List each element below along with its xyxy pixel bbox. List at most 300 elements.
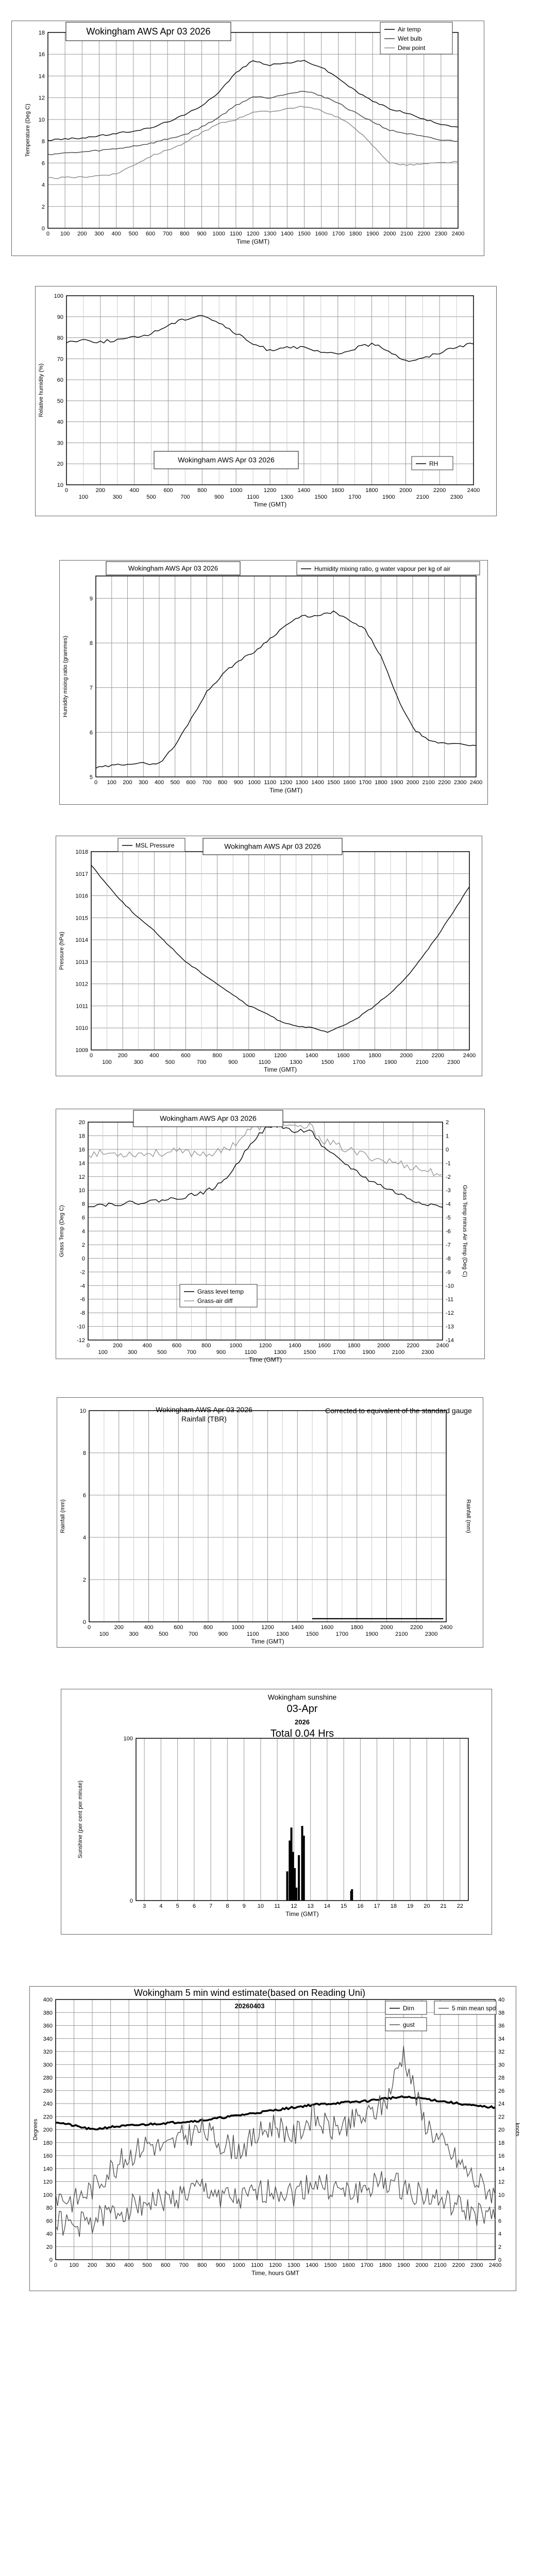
legend-label: Grass-air diff [197, 1297, 233, 1304]
chart-title: Wokingham AWS Apr 03 2026 [128, 564, 218, 572]
y-tick-label: 18 [38, 30, 45, 36]
y-tick-label: 1018 [75, 849, 88, 855]
y-tick-label: -4 [80, 1283, 85, 1290]
y-tick-label: 260 [43, 2088, 53, 2094]
x-tick-label: 2200 [417, 231, 430, 237]
x-tick-label: 1400 [297, 487, 311, 494]
x-tick-label: 2200 [407, 1343, 419, 1349]
y-tick-label-right: 26 [498, 2088, 505, 2094]
x-tick-label: 1200 [274, 1053, 287, 1059]
y-axis-label: Degrees [32, 2119, 39, 2141]
x-tick-label: 500 [159, 1631, 168, 1637]
x-tick-label: 900 [215, 2262, 226, 2268]
y-axis-label: Relative humidity (%) [38, 363, 44, 417]
x-tick-label: 19 [407, 1903, 414, 1909]
x-tick-label: 8 [226, 1903, 229, 1909]
y-tick-label-right: 30 [498, 2062, 505, 2069]
x-tick-label: 1800 [350, 1624, 363, 1631]
y-tick-label: -10 [77, 1324, 85, 1330]
y-tick-label-right: -1 [446, 1160, 451, 1167]
x-tick-label: 13 [307, 1903, 314, 1909]
chart-title: Wokingham AWS Apr 03 2026 [178, 455, 275, 464]
x-tick-label: 2000 [377, 1343, 390, 1349]
x-tick-label: 9 [242, 1903, 246, 1909]
mixing-ratio-chart [60, 561, 487, 804]
legend-label: 5 min mean spd [452, 2005, 496, 2012]
x-tick-label: 300 [112, 494, 122, 500]
x-tick-label: 400 [149, 1053, 159, 1059]
x-tick-label: 1000 [231, 1624, 244, 1631]
y-tick-label: 320 [43, 2049, 53, 2055]
x-tick-label: 2100 [416, 494, 429, 500]
sunshine-bar [303, 1836, 305, 1901]
x-tick-label: 1700 [335, 1631, 349, 1637]
x-tick-label: 2100 [434, 2262, 447, 2268]
x-tick-label: 2400 [451, 231, 465, 237]
y-tick-label: 6 [89, 730, 93, 736]
x-tick-label: 300 [106, 2262, 115, 2268]
y-tick-label: 1013 [75, 959, 88, 965]
y-tick-label-right: 4 [498, 2231, 502, 2238]
wind-chart [30, 1987, 520, 2291]
x-tick-label: 2200 [431, 1053, 445, 1059]
y-tick-label-right: 14 [498, 2166, 505, 2173]
x-tick-label: 800 [201, 1343, 211, 1349]
y-tick-label: 1009 [75, 1047, 88, 1054]
x-tick-label: 100 [107, 779, 116, 786]
x-tick-label: 1300 [290, 1059, 302, 1065]
x-tick-label: 2100 [392, 1349, 405, 1355]
sunshine-bar [295, 1888, 297, 1901]
x-tick-label: 5 [176, 1903, 179, 1909]
y-tick-label: 12 [78, 1174, 85, 1180]
x-tick-label: 14 [324, 1903, 330, 1909]
y-tick-label-right: 12 [498, 2179, 505, 2185]
x-tick-label: 500 [170, 779, 180, 786]
x-tick-label: 1200 [269, 2262, 282, 2268]
x-tick-label: 900 [233, 779, 243, 786]
y-tick-label: 0 [129, 1898, 133, 1904]
chart-title: Wokingham AWS Apr 03 2026 [160, 1114, 257, 1123]
x-tick-label: 1100 [251, 2262, 263, 2268]
x-tick-label: 17 [374, 1903, 380, 1909]
x-tick-label: 1000 [212, 231, 225, 237]
x-tick-label: 800 [203, 1624, 213, 1631]
x-tick-label: 800 [217, 779, 228, 786]
x-tick-label: 1500 [306, 1631, 319, 1637]
x-tick-label: 2300 [434, 231, 448, 237]
x-tick-label: 1900 [365, 1631, 378, 1637]
x-tick-label: 1300 [263, 231, 277, 237]
y-axis-label: Humidity mixing ratio (grammes) [62, 635, 69, 718]
y-tick-label-right: 8 [498, 2205, 502, 2211]
x-tick-label: 300 [127, 1349, 138, 1355]
y-tick-label: 340 [43, 2036, 53, 2042]
y-tick-label-right: 6 [498, 2218, 502, 2225]
sunshine-bar [286, 1871, 288, 1901]
x-tick-label: 400 [154, 779, 164, 786]
x-tick-label: 2100 [400, 231, 413, 237]
legend-label: MSL Pressure [136, 842, 175, 849]
rainfall-chart [57, 1398, 483, 1647]
humidity-chart-panel [35, 286, 497, 516]
x-tick-label: 700 [187, 1349, 196, 1355]
y-tick-label: 180 [43, 2140, 53, 2146]
y-axis-label: Rainfall (mm) [60, 1499, 66, 1533]
x-tick-label: 600 [172, 1343, 182, 1349]
x-tick-label: 600 [163, 487, 173, 494]
x-tick-label: 800 [212, 1053, 222, 1059]
pressure-chart-panel [56, 836, 482, 1076]
x-tick-label: 1700 [333, 1349, 346, 1355]
x-tick-label: 16 [357, 1903, 364, 1909]
y-tick-label: 0 [41, 226, 45, 232]
x-tick-label: 1100 [264, 779, 277, 786]
y-tick-label-right: 10 [498, 2192, 505, 2198]
x-tick-label: 2400 [467, 487, 480, 494]
y-tick-label: 14 [38, 73, 45, 80]
wind-chart-panel [29, 1986, 520, 2291]
y-tick-label-right: 40 [498, 1997, 505, 2003]
y-tick-label-right: -13 [446, 1324, 454, 1330]
x-axis-label: Time (GMT) [269, 787, 303, 794]
x-tick-label: 300 [94, 231, 104, 237]
y-tick-label: 1015 [75, 915, 88, 922]
y-tick-label-right: 0 [446, 1146, 449, 1153]
chart-title: Wokingham AWS Apr 03 2026 [86, 26, 211, 37]
y-tick-label-right: -11 [446, 1296, 454, 1303]
x-tick-label: 1200 [279, 779, 293, 786]
x-tick-label: 200 [77, 231, 87, 237]
y-tick-label-right: 34 [498, 2036, 505, 2042]
x-tick-label: 100 [60, 231, 70, 237]
x-tick-label: 1700 [360, 2262, 374, 2268]
x-tick-label: 1400 [281, 231, 294, 237]
x-tick-label: 1100 [246, 1631, 259, 1637]
y-tick-label: 40 [46, 2231, 53, 2238]
y-tick-label: 40 [57, 419, 63, 426]
x-tick-label: 500 [142, 2262, 152, 2268]
x-tick-label: 100 [69, 2262, 79, 2268]
y-tick-label-right: 36 [498, 2023, 505, 2029]
x-tick-label: 1800 [375, 779, 387, 786]
x-tick-label: 1100 [247, 494, 259, 500]
x-tick-label: 0 [64, 487, 69, 494]
x-tick-label: 1500 [321, 1059, 334, 1065]
y-tick-label: 1010 [75, 1025, 88, 1032]
y-axis-label-right: knots [514, 2123, 520, 2137]
y-tick-label-right: -7 [446, 1242, 451, 1248]
y-tick-label: 280 [43, 2075, 53, 2081]
y-tick-label-right: -9 [446, 1269, 451, 1276]
x-tick-label: 1200 [261, 1624, 274, 1631]
x-tick-label: 1200 [259, 1343, 272, 1349]
x-tick-label: 1000 [248, 779, 261, 786]
x-axis-label: Time (GMT) [263, 1066, 297, 1073]
x-tick-label: 2000 [400, 1053, 413, 1059]
x-tick-label: 0 [86, 1343, 90, 1349]
x-tick-label: 1800 [379, 2262, 392, 2268]
y-tick-label-right: -14 [446, 1337, 454, 1344]
y-tick-label: 380 [43, 2010, 53, 2016]
x-axis-label: Time (GMT) [253, 501, 287, 508]
x-tick-label: 0 [94, 779, 98, 786]
y-tick-label: 70 [57, 356, 63, 363]
x-tick-label: 1600 [315, 231, 328, 237]
x-tick-label: 1600 [318, 1343, 331, 1349]
y-tick-label-right: -10 [446, 1283, 454, 1290]
x-tick-label: 400 [111, 231, 121, 237]
y-tick-label: 1011 [76, 1003, 88, 1010]
y-tick-label-right: -3 [446, 1188, 451, 1194]
x-tick-label: 1400 [289, 1343, 301, 1349]
x-tick-label: 1900 [362, 1349, 375, 1355]
y-tick-label: 8 [41, 139, 45, 145]
x-tick-label: 1500 [298, 231, 311, 237]
x-tick-label: 300 [139, 779, 148, 786]
x-tick-label: 2400 [463, 1053, 476, 1059]
temperature-chart-panel [11, 21, 484, 256]
x-tick-label: 2400 [469, 779, 483, 786]
x-tick-label: 3 [143, 1903, 146, 1909]
y-tick-label: 90 [57, 314, 63, 320]
x-tick-label: 18 [390, 1903, 397, 1909]
x-tick-label: 900 [214, 494, 224, 500]
x-tick-label: 2200 [438, 779, 451, 786]
x-tick-label: 100 [99, 1631, 109, 1637]
x-axis-label: Time (GMT) [236, 238, 270, 245]
x-tick-label: 1000 [232, 2262, 245, 2268]
x-tick-label: 1900 [397, 2262, 410, 2268]
x-tick-label: 2000 [380, 1624, 393, 1631]
temperature-chart [12, 21, 484, 256]
y-tick-label: 80 [46, 2205, 53, 2211]
y-tick-label: 120 [43, 2179, 53, 2185]
x-tick-label: 500 [165, 1059, 175, 1065]
x-tick-label: 1900 [366, 231, 379, 237]
x-tick-label: 15 [341, 1903, 347, 1909]
x-tick-label: 2400 [488, 2262, 502, 2268]
y-tick-label: -2 [80, 1269, 85, 1276]
x-tick-label: 2400 [439, 1624, 453, 1631]
y-tick-label: 0 [81, 1256, 85, 1262]
x-tick-label: 600 [186, 779, 196, 786]
y-tick-label-right: 2 [498, 2244, 502, 2250]
y-tick-label-right: -12 [446, 1310, 454, 1317]
y-tick-label: 16 [78, 1146, 85, 1153]
x-tick-label: 200 [95, 487, 106, 494]
x-tick-label: 1500 [327, 779, 340, 786]
x-tick-label: 2300 [447, 1059, 460, 1065]
chart-total: Total 0.04 Hrs [270, 1728, 334, 1739]
y-tick-label: 10 [78, 1188, 85, 1194]
x-tick-label: 1600 [337, 1053, 350, 1059]
y-tick-label: 140 [43, 2166, 53, 2173]
y-axis-label-right: Rainfall (mm) [465, 1499, 471, 1533]
x-tick-label: 600 [174, 1624, 183, 1631]
x-tick-label: 21 [440, 1903, 447, 1909]
y-tick-label: 20 [46, 2244, 53, 2250]
x-tick-label: 200 [87, 2262, 97, 2268]
x-tick-label: 800 [197, 2262, 207, 2268]
y-tick-label: 5 [89, 774, 93, 781]
y-tick-label: 6 [82, 1493, 86, 1499]
x-tick-label: 1500 [314, 494, 327, 500]
legend-label: Dirn [403, 2005, 415, 2012]
x-tick-label: 100 [78, 494, 89, 500]
x-tick-label: 1000 [229, 1343, 242, 1349]
y-tick-label-right: 20 [498, 2127, 505, 2133]
x-tick-label: 2400 [436, 1343, 449, 1349]
x-tick-label: 2300 [421, 1349, 434, 1355]
x-tick-label: 2200 [410, 1624, 423, 1631]
chart-subtitle: Rainfall (TBR) [181, 1415, 227, 1423]
x-tick-label: 1600 [342, 2262, 355, 2268]
x-tick-label: 1700 [359, 779, 371, 786]
x-tick-label: 0 [87, 1624, 91, 1631]
y-tick-label: 1017 [75, 871, 88, 877]
y-tick-label: 4 [82, 1535, 86, 1541]
chart-note: Corrected to equivalent of the standard gauge [325, 1406, 472, 1415]
y-tick-label: -6 [80, 1296, 85, 1303]
x-tick-label: 2300 [425, 1631, 438, 1637]
y-tick-label-right: -2 [446, 1174, 451, 1180]
y-tick-label-right: -6 [446, 1228, 451, 1235]
y-tick-label: 9 [89, 596, 93, 602]
humidity-chart [36, 286, 496, 516]
x-tick-label: 800 [197, 487, 207, 494]
y-axis-label: Grass Temp (Deg C) [59, 1205, 65, 1257]
x-tick-label: 1300 [295, 779, 308, 786]
y-tick-label: -12 [77, 1337, 85, 1344]
x-tick-label: 22 [457, 1903, 463, 1909]
y-tick-label: 4 [41, 182, 45, 189]
sunshine-bar [351, 1889, 353, 1901]
x-tick-label: 500 [146, 494, 156, 500]
x-tick-label: 400 [129, 487, 139, 494]
y-tick-label-right: 28 [498, 2075, 505, 2081]
y-tick-label: 10 [57, 482, 63, 488]
rainfall-chart-panel [57, 1397, 483, 1648]
x-tick-label: 0 [54, 2262, 58, 2268]
x-tick-label: 1700 [352, 1059, 366, 1065]
y-tick-label: 100 [54, 293, 63, 299]
x-tick-label: 1400 [305, 1053, 318, 1059]
y-tick-label: 2 [81, 1242, 85, 1248]
y-tick-label: 12 [38, 95, 45, 101]
x-tick-label: 700 [180, 494, 190, 500]
y-tick-label-right: 16 [498, 2153, 505, 2159]
x-tick-label: 500 [157, 1349, 167, 1355]
y-tick-label-right: 24 [498, 2101, 505, 2107]
y-tick-label: 14 [78, 1160, 85, 1167]
legend-label: Dew point [398, 44, 426, 52]
x-tick-label: 300 [133, 1059, 143, 1065]
y-tick-label-right: 38 [498, 2010, 505, 2016]
y-tick-label: 200 [43, 2127, 53, 2133]
x-tick-label: 800 [180, 231, 190, 237]
x-tick-label: 2100 [422, 779, 435, 786]
legend-label: Wet bulb [398, 35, 422, 42]
chart-year: 2026 [295, 1718, 310, 1726]
x-tick-label: 1200 [246, 231, 260, 237]
x-tick-label: 700 [202, 779, 212, 786]
y-tick-label-right: 32 [498, 2049, 505, 2055]
x-tick-label: 2000 [406, 779, 419, 786]
y-tick-label: 240 [43, 2101, 53, 2107]
x-tick-label: 1600 [343, 779, 356, 786]
sunshine-chart [61, 1689, 492, 1934]
pressure-chart [56, 836, 482, 1076]
y-tick-label: 10 [79, 1408, 86, 1414]
y-tick-label: 6 [81, 1215, 85, 1222]
x-axis-label: Time (GMT) [248, 1356, 282, 1363]
x-tick-label: 1400 [311, 779, 324, 786]
y-tick-label: 1014 [75, 937, 88, 944]
x-tick-label: 1800 [365, 487, 378, 494]
x-tick-label: 900 [228, 1059, 238, 1065]
y-tick-label: 4 [81, 1228, 85, 1235]
x-tick-label: 500 [128, 231, 139, 237]
x-tick-label: 2100 [395, 1631, 408, 1637]
legend-label: Grass level temp [197, 1288, 244, 1295]
x-tick-label: 600 [181, 1053, 191, 1059]
legend-label: Humidity mixing ratio, g water vapour per kg of air [314, 565, 451, 572]
y-tick-label: 0 [49, 2257, 53, 2263]
y-tick-label: 7 [89, 685, 93, 691]
x-tick-label: 1700 [332, 231, 345, 237]
y-tick-label: 30 [57, 440, 63, 447]
y-axis-label-right: Grass Temp minus Air Temp (Deg C) [462, 1185, 468, 1277]
x-tick-label: 1800 [368, 1053, 381, 1059]
x-tick-label: 200 [123, 779, 132, 786]
y-axis-label: Pressure (hPa) [59, 931, 65, 970]
x-tick-label: 1100 [244, 1349, 257, 1355]
x-tick-label: 1500 [324, 2262, 337, 2268]
y-tick-label-right: 18 [498, 2140, 505, 2146]
y-tick-label: 10 [38, 116, 45, 123]
x-tick-label: 700 [196, 1059, 207, 1065]
x-tick-label: 6 [192, 1903, 196, 1909]
y-tick-label-right: -5 [446, 1215, 451, 1222]
x-axis-label: Time (GMT) [251, 1638, 284, 1645]
x-tick-label: 2000 [415, 2262, 429, 2268]
x-tick-label: 600 [161, 2262, 171, 2268]
y-tick-label-right: 0 [498, 2257, 502, 2263]
x-tick-label: 1700 [348, 494, 361, 500]
x-tick-label: 7 [209, 1903, 213, 1909]
y-tick-label: 8 [89, 640, 93, 647]
x-tick-label: 2300 [470, 2262, 483, 2268]
chart-title: Wokingham sunshine [267, 1693, 337, 1701]
x-tick-label: 1800 [347, 1343, 361, 1349]
x-tick-label: 2300 [454, 779, 467, 786]
chart-subtitle: 20260403 [234, 2002, 265, 2010]
y-tick-label: -8 [80, 1310, 85, 1317]
x-tick-label: 600 [145, 231, 156, 237]
y-tick-label: 16 [38, 52, 45, 58]
x-tick-label: 900 [216, 1349, 226, 1355]
y-tick-label: 6 [41, 160, 45, 167]
y-tick-label-right: 2 [446, 1120, 449, 1126]
y-tick-label: 80 [57, 335, 63, 342]
x-tick-label: 400 [144, 1624, 154, 1631]
x-tick-label: 700 [179, 2262, 189, 2268]
x-tick-label: 1300 [274, 1349, 286, 1355]
x-tick-label: 400 [124, 2262, 134, 2268]
x-tick-label: 1400 [291, 1624, 304, 1631]
x-tick-label: 1200 [263, 487, 277, 494]
